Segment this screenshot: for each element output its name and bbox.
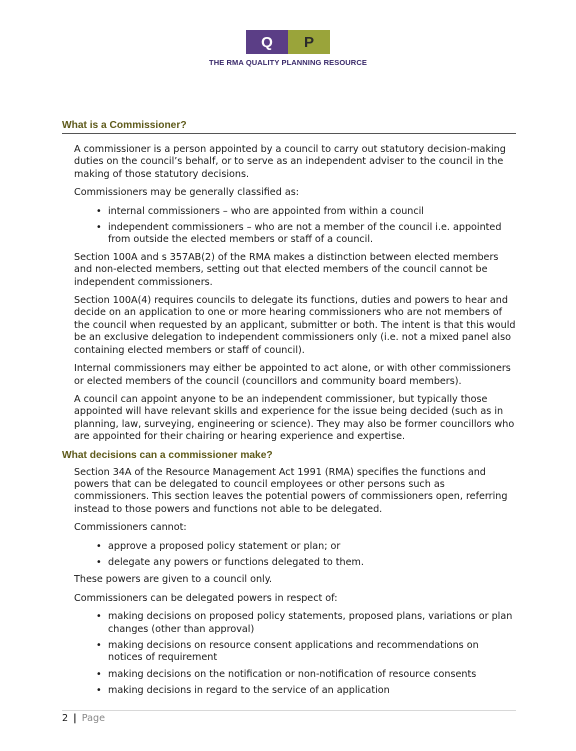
list-item: • approve a proposed policy statement or plan; or — [96, 541, 516, 553]
paragraph: Internal commissioners may either be appointed to act alone, or with other commissioners or elected members of the council (councillors and community board members). — [74, 363, 511, 387]
paragraph: Commissioners may be generally classified as: — [74, 187, 299, 199]
list-item: • making decisions in regard to the service of an application — [96, 685, 516, 697]
page-label: Page — [81, 713, 105, 724]
qp-logo — [0, 30, 576, 67]
paragraph: Section 100A(4) requires councils to delegate its functions, duties and powers to hear and decide on an application to one or more hearing commissioners who are not members of the council when requested by an applicant, submitter or both. The intent is that this would be an exclusive delegation to independent commissioners only (i.e. not a mixed panel also containing elected members or staff of council). — [74, 295, 516, 356]
section-heading-rule — [62, 120, 516, 134]
section-heading-what-decisions: What decisions can a commissioner make? — [62, 449, 273, 461]
list-item: • making decisions on the notification or non-notification of resource consents — [96, 669, 516, 681]
paragraph: Section 100A and s 357AB(2) of the RMA makes a distinction between elected members and non-elected members, setting out that elected members of the council cannot be independent commissioners. — [74, 251, 499, 288]
list-item: • independent commissioners – who are not a member of the council i.e. appointed from outside the elected members or staff of a council. — [96, 222, 516, 247]
list-item: • making decisions on proposed policy statements, proposed plans, variations or plan changes (other than approval) — [96, 611, 516, 636]
paragraph: A commissioner is a person appointed by a council to carry out statutory decision-making duties on the council’s behalf, or to serve as an independent adviser to the council in the making of those statutory decisions. — [74, 144, 506, 180]
section-what-decisions — [62, 467, 516, 698]
paragraph: Commissioners can be delegated powers in respect of: — [74, 592, 338, 604]
footer-separator: | — [73, 713, 77, 724]
page-footer — [62, 710, 516, 724]
page-number: 2 — [62, 713, 69, 724]
logo-p-box: P — [288, 30, 330, 54]
logo-mark — [246, 30, 330, 54]
page-number-label — [62, 713, 516, 724]
logo-q-box: Q — [246, 30, 288, 54]
commissioner-types-list — [74, 206, 516, 247]
section-heading-what-is-commissioner: What is a Commissioner? — [62, 120, 187, 131]
logo-caption: THE RMA QUALITY PLANNING RESOURCE — [209, 58, 367, 67]
list-item: • delegate any powers or functions delegated to them. — [96, 557, 516, 569]
paragraph: These powers are given to a council only. — [74, 574, 273, 586]
paragraph: Commissioners cannot: — [74, 522, 187, 534]
paragraph: Section 34A of the Resource Management Act 1991 (RMA) specifies the functions and powers that can be delegated to council employees or other persons such as commissioners. This section leaves the potential powers of commissioners open, referring instead to those powers and functions not able to be delegated. — [74, 466, 508, 515]
list-item: • internal commissioners – who are appointed from within a council — [96, 206, 516, 218]
paragraph: A council can appoint anyone to be an independent commissioner, but typically those appointed will have relevant skills and experience for the issue being decided (such as in planning, law, surveying, engineering or science). They may also be former councillors who are appointed for their chairing or hearing experience and expertise. — [74, 393, 515, 443]
commissioners-cannot-list — [74, 541, 516, 570]
section-what-is-commissioner — [62, 144, 516, 444]
document-body — [62, 120, 516, 703]
footer-rule — [62, 710, 516, 711]
delegated-powers-list — [74, 611, 516, 697]
list-item: • making decisions on resource consent applications and recommendations on notices of requirement — [96, 640, 516, 665]
